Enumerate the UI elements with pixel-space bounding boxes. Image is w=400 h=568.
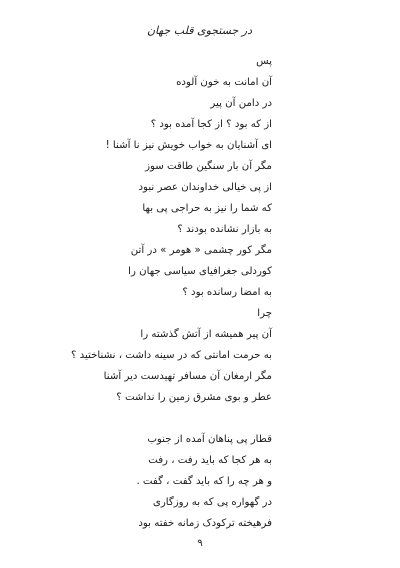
poem-line: به بازار نشانده بودند ؟ [177, 224, 272, 235]
poem-line: که شما را نیز به حراجی پی بها [142, 203, 272, 214]
poem-line: مگر کور چشمی « هومر » در آتن [130, 245, 272, 256]
poem-line: از که بود ؟ از کجا آمده بود ؟ [150, 119, 272, 130]
poem-line: و هر چه را که باید گفت ، گفت . [136, 476, 272, 487]
poem-line: در دامن آن پیر [210, 98, 272, 109]
poem-line: آن پیر همیشه از آتش گذشته را [140, 329, 272, 340]
poem-line: کوردلی جغرافیای سیاسی جهان را [128, 266, 272, 277]
poem-line: از پی خیالی خداوندان عصر نبود [138, 182, 272, 193]
poem-line: پس [256, 56, 272, 67]
poem-line: ای آشنایان به خواب خویش نیز نا آشنا ! [105, 140, 272, 151]
poem-line: مگر آن بار سنگین طاقت سوز [145, 161, 272, 172]
poem-line: مگر ارمغان آن مسافر تهیدست دیر آشنا [103, 371, 272, 382]
poem-line: به امضا رسانده بود ؟ [182, 287, 272, 298]
poem-line: به هر کجا که باید رفت ، رفت [148, 455, 272, 466]
poem-line: آن امانت به خون آلوده [176, 77, 272, 88]
poem-line: عطر و بوی مشرق زمین را نداشت ؟ [116, 392, 272, 403]
page-number: ۹ [197, 538, 203, 549]
poem-line: چرا [257, 308, 272, 319]
running-header: در جستجوی قلب جهان [146, 24, 252, 37]
poem-line: قطار پی پناهان آمده از جنوب [147, 434, 272, 445]
poem-line: در گهواره پی که به روزگاری [152, 497, 272, 508]
poem-line: فرهیخته ترکودک زمانه خفته بود [138, 518, 272, 529]
poem-line: به حرمت امانتی که در سینه داشت ، نشناختید ؟ [70, 350, 272, 361]
